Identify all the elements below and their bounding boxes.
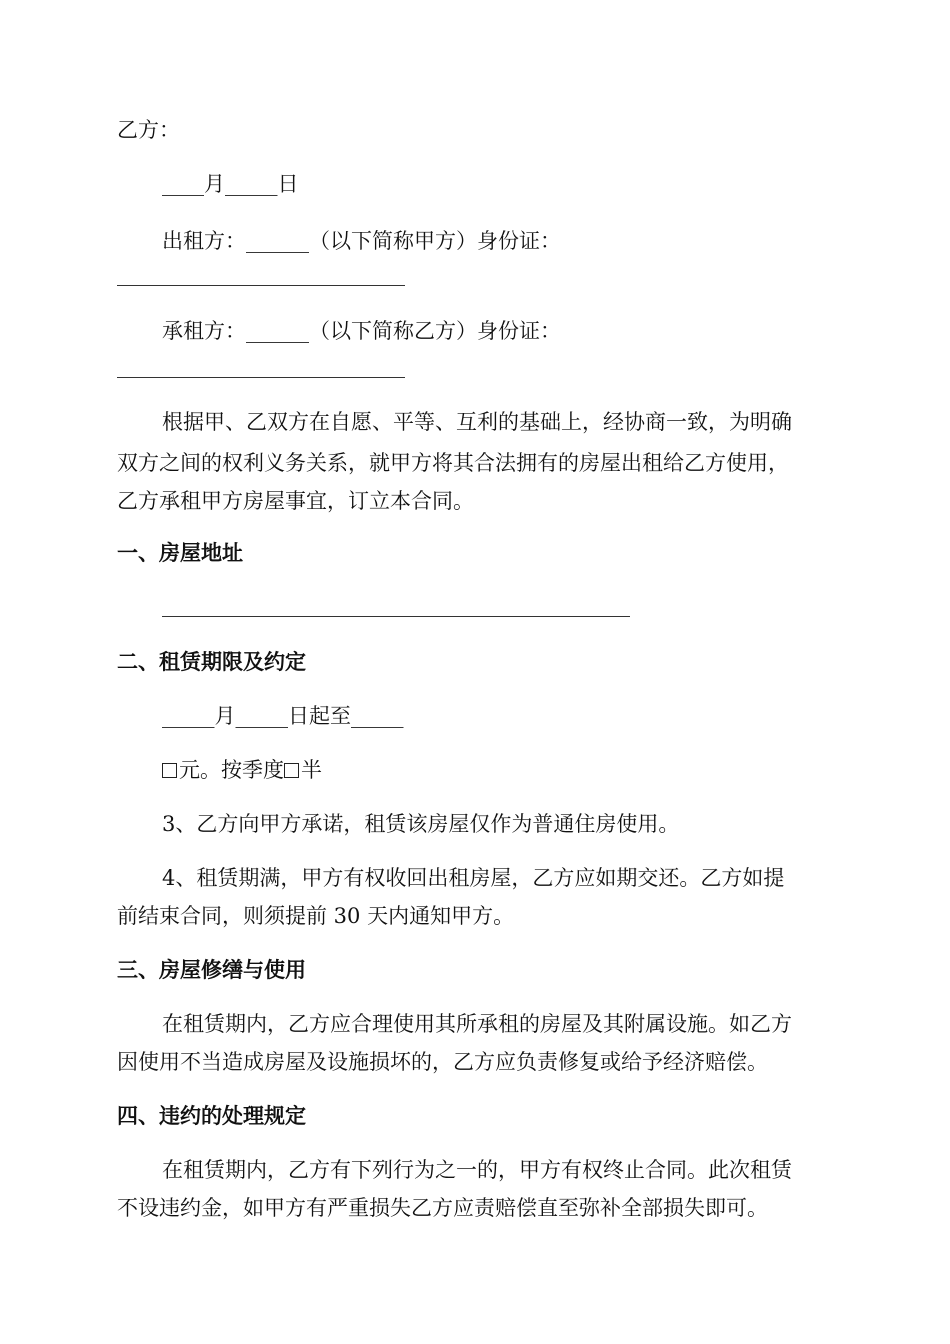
clause-4-line-2: 前结束合同，则须提前 30 天内通知甲方。 [117, 904, 515, 928]
clause-4-line-1: 4、租赁期满，甲方有权收回出租房屋，乙方应如期交还。乙方如提 [162, 866, 785, 890]
section-2-title: 二、租赁期限及约定 [117, 649, 306, 674]
lessor-id-blank [117, 285, 405, 286]
lessor-line: 出租方：______（以下简称甲方）身份证： [162, 229, 561, 253]
section-3-line-1: 在租赁期内，乙方应合理使用其所承租的房屋及其附属设施。如乙方 [162, 1012, 792, 1036]
party-b-label: 乙方： [117, 118, 180, 142]
checkbox-icon [284, 763, 299, 778]
rent-text-a: 元。按季度 [179, 758, 284, 782]
section-1-title: 一、房屋地址 [117, 540, 243, 565]
section-4-line-2: 不设违约金，如甲方有严重损失乙方应责赔偿直至弥补全部损失即可。 [117, 1196, 768, 1220]
intro-line-1: 根据甲、乙双方在自愿、平等、互利的基础上，经协商一致，为明确 [162, 410, 792, 434]
rent-line [162, 758, 322, 782]
clause-3: 3、乙方向甲方承诺，租赁该房屋仅作为普通住房使用。 [162, 812, 680, 836]
section-3-title: 三、房屋修缮与使用 [117, 957, 306, 982]
section-4-title: 四、违约的处理规定 [117, 1103, 306, 1128]
rent-text-b: 半 [301, 758, 322, 782]
checkbox-icon [162, 763, 177, 778]
intro-line-2: 双方之间的权利义务关系，就甲方将其合法拥有的房屋出租给乙方使用， [117, 451, 789, 475]
section-3-line-2: 因使用不当造成房屋及设施损坏的，乙方应负责修复或给予经济赔偿。 [117, 1050, 768, 1074]
date-line: ____月_____日 [162, 172, 299, 196]
lessee-id-blank [117, 377, 405, 378]
address-blank [162, 616, 630, 617]
lessee-line: 承租方：______（以下简称乙方）身份证： [162, 319, 561, 343]
section-4-line-1: 在租赁期内，乙方有下列行为之一的，甲方有权终止合同。此次租赁 [162, 1158, 792, 1182]
term-line: _____月_____日起至_____ [162, 704, 404, 728]
intro-line-3: 乙方承租甲方房屋事宜，订立本合同。 [117, 489, 474, 513]
